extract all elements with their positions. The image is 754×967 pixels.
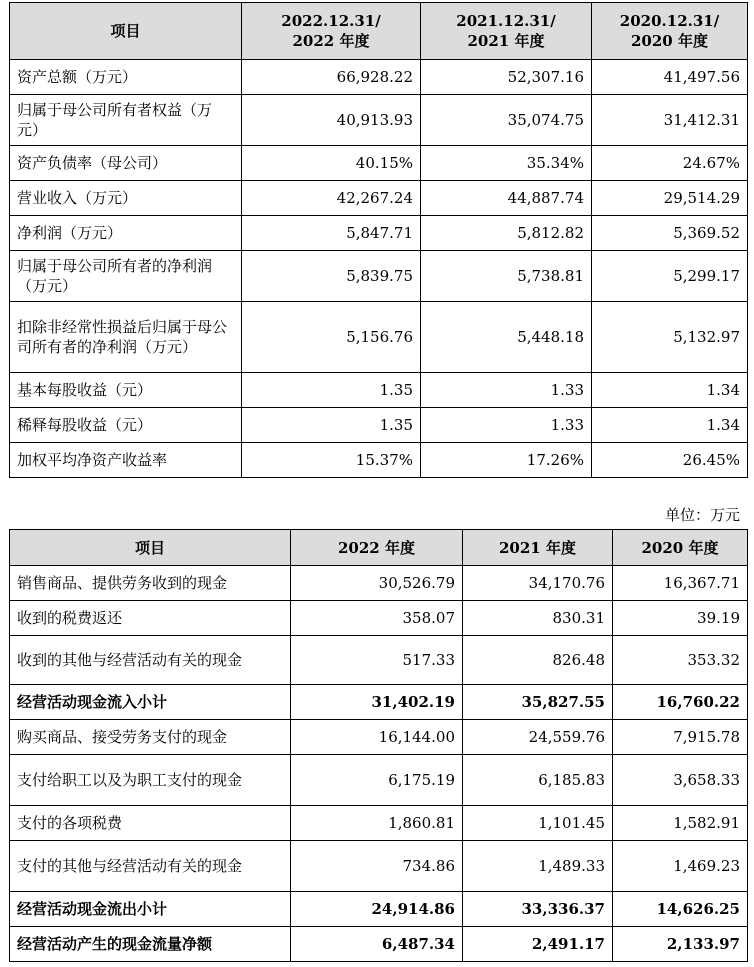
row-label: 加权平均净资产收益率 (10, 443, 242, 478)
row-label: 购买商品、接受劳务支付的现金 (10, 720, 291, 755)
column-header: 2020 年度 (613, 530, 748, 566)
cell-value: 42,267.24 (242, 181, 421, 216)
table-row (10, 566, 748, 601)
column-header: 项目 (10, 3, 242, 60)
row-label: 收到的其他与经营活动有关的现金 (10, 636, 291, 685)
table-row (10, 60, 748, 95)
row-label: 支付的其他与经营活动有关的现金 (10, 841, 291, 892)
cell-value: 5,132.97 (592, 302, 748, 373)
cell-value: 41,497.56 (592, 60, 748, 95)
cell-value: 52,307.16 (421, 60, 592, 95)
row-label: 经营活动现金流入小计 (10, 685, 291, 720)
cell-value: 734.86 (291, 841, 463, 892)
column-header: 2022.12.31/ 2022 年度 (242, 3, 421, 60)
column-header: 2022 年度 (291, 530, 463, 566)
column-header: 2020.12.31/ 2020 年度 (592, 3, 748, 60)
table-row (10, 806, 748, 841)
cell-value: 6,185.83 (463, 755, 613, 806)
cell-value: 35,827.55 (463, 685, 613, 720)
cell-value: 1,582.91 (613, 806, 748, 841)
row-label: 稀释每股收益（元） (10, 408, 242, 443)
table-row (10, 636, 748, 685)
cell-value: 16,144.00 (291, 720, 463, 755)
table-row (10, 601, 748, 636)
column-header: 2021.12.31/ 2021 年度 (421, 3, 592, 60)
row-label: 资产负债率（母公司） (10, 146, 242, 181)
cell-value: 6,175.19 (291, 755, 463, 806)
cell-value: 1,469.23 (613, 841, 748, 892)
cell-value: 15.37% (242, 443, 421, 478)
cell-value: 1.33 (421, 373, 592, 408)
cell-value: 830.31 (463, 601, 613, 636)
cell-value: 1,489.33 (463, 841, 613, 892)
cell-value: 26.45% (592, 443, 748, 478)
cell-value: 35.34% (421, 146, 592, 181)
cell-value: 16,760.22 (613, 685, 748, 720)
table-row (10, 443, 748, 478)
table-row (10, 302, 748, 373)
cell-value: 358.07 (291, 601, 463, 636)
table-row (10, 95, 748, 146)
row-label: 净利润（万元） (10, 216, 242, 251)
table-row (10, 181, 748, 216)
row-label: 销售商品、提供劳务收到的现金 (10, 566, 291, 601)
cell-value: 5,448.18 (421, 302, 592, 373)
cell-value: 826.48 (463, 636, 613, 685)
cell-value: 31,412.31 (592, 95, 748, 146)
table-row (10, 755, 748, 806)
cell-value: 1.34 (592, 373, 748, 408)
financial-summary-table (9, 2, 748, 478)
cell-value: 5,738.81 (421, 251, 592, 302)
cell-value: 1.33 (421, 408, 592, 443)
cell-value: 6,487.34 (291, 927, 463, 962)
cash-flow-table (9, 529, 748, 962)
cell-value: 5,299.17 (592, 251, 748, 302)
table-row (10, 146, 748, 181)
table-row (10, 841, 748, 892)
cell-value: 16,367.71 (613, 566, 748, 601)
row-label: 资产总额（万元） (10, 60, 242, 95)
cell-value: 35,074.75 (421, 95, 592, 146)
cell-value: 5,839.75 (242, 251, 421, 302)
row-label: 基本每股收益（元） (10, 373, 242, 408)
row-label: 支付给职工以及为职工支付的现金 (10, 755, 291, 806)
cell-value: 30,526.79 (291, 566, 463, 601)
table-row (10, 251, 748, 302)
table-row (10, 892, 748, 927)
cell-value: 44,887.74 (421, 181, 592, 216)
cell-value: 40,913.93 (242, 95, 421, 146)
row-label: 支付的各项税费 (10, 806, 291, 841)
cell-value: 17.26% (421, 443, 592, 478)
cell-value: 3,658.33 (613, 755, 748, 806)
cell-value: 29,514.29 (592, 181, 748, 216)
cell-value: 34,170.76 (463, 566, 613, 601)
row-label: 扣除非经常性损益后归属于母公司所有者的净利润（万元） (10, 302, 242, 373)
table-row (10, 373, 748, 408)
table-row (10, 685, 748, 720)
cell-value: 24,559.76 (463, 720, 613, 755)
column-header: 2021 年度 (463, 530, 613, 566)
cell-value: 2,133.97 (613, 927, 748, 962)
cell-value: 5,812.82 (421, 216, 592, 251)
cell-value: 14,626.25 (613, 892, 748, 927)
table-row (10, 720, 748, 755)
row-label: 归属于母公司所有者权益（万元） (10, 95, 242, 146)
cell-value: 31,402.19 (291, 685, 463, 720)
cell-value: 5,369.52 (592, 216, 748, 251)
cell-value: 1,101.45 (463, 806, 613, 841)
cell-value: 2,491.17 (463, 927, 613, 962)
cell-value: 40.15% (242, 146, 421, 181)
cell-value: 517.33 (291, 636, 463, 685)
row-label: 收到的税费返还 (10, 601, 291, 636)
cell-value: 24,914.86 (291, 892, 463, 927)
cell-value: 39.19 (613, 601, 748, 636)
cell-value: 66,928.22 (242, 60, 421, 95)
row-label: 经营活动产生的现金流量净额 (10, 927, 291, 962)
cell-value: 1,860.81 (291, 806, 463, 841)
row-label: 归属于母公司所有者的净利润（万元） (10, 251, 242, 302)
cell-value: 33,336.37 (463, 892, 613, 927)
cell-value: 24.67% (592, 146, 748, 181)
unit-label: 单位：万元 (664, 506, 740, 524)
cell-value: 7,915.78 (613, 720, 748, 755)
cell-value: 5,847.71 (242, 216, 421, 251)
cell-value: 353.32 (613, 636, 748, 685)
row-label: 经营活动现金流出小计 (10, 892, 291, 927)
row-label: 营业收入（万元） (10, 181, 242, 216)
table-row (10, 927, 748, 962)
table-row (10, 216, 748, 251)
cell-value: 1.35 (242, 408, 421, 443)
table-row (10, 408, 748, 443)
cell-value: 1.34 (592, 408, 748, 443)
cell-value: 5,156.76 (242, 302, 421, 373)
column-header: 项目 (10, 530, 291, 566)
cell-value: 1.35 (242, 373, 421, 408)
